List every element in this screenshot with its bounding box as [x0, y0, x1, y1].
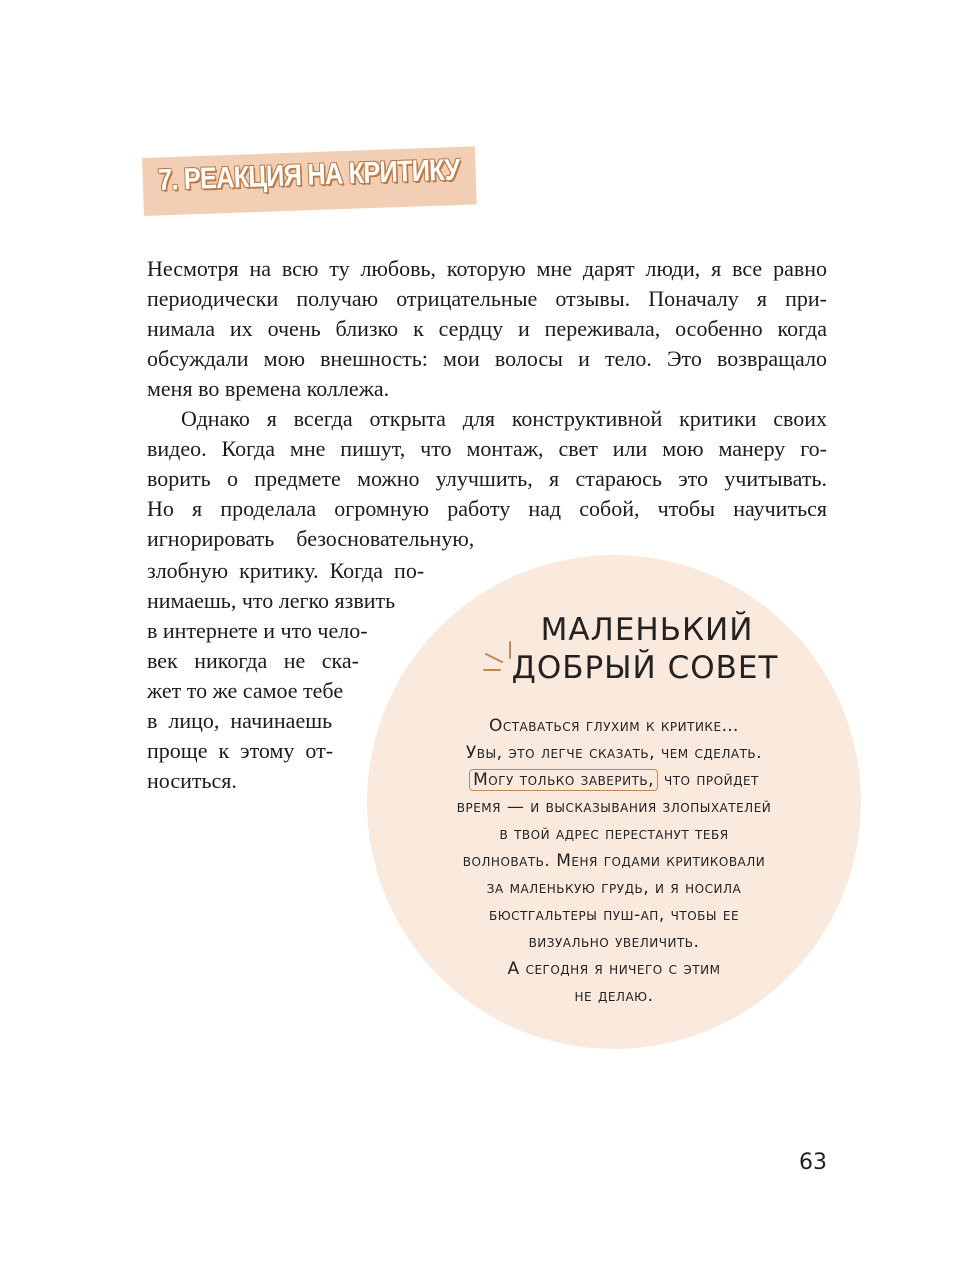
tip-line: время — и высказывания злопыхателей — [456, 797, 772, 817]
text-line: видео. Когда мне пишут, что монтаж, свет или мою манеру го- — [147, 436, 827, 461]
tip-line: Увы, это легче сказать, чем сделать. — [465, 743, 763, 763]
tip-line-rest: что пройдет — [658, 770, 759, 790]
wrapped-text-line: проще к этому от- — [147, 738, 334, 763]
tip-line: не делаю. — [574, 986, 654, 1006]
advice-circle — [367, 555, 861, 1049]
tip-text — [407, 713, 821, 1010]
wrapped-text-line: в лицо, начинаешь — [147, 708, 333, 733]
text-line: Но я проделала огромную работу над собой, чтобы научиться — [147, 496, 827, 521]
tip-line: А сегодня я ничего с этим — [507, 959, 721, 979]
page-number: 63 — [799, 1150, 827, 1175]
wrapped-text-line: носиться. — [147, 768, 237, 793]
paragraph-2 — [147, 404, 827, 524]
text-line: нимала их очень близко к сердцу и переживала, особенно когда — [147, 316, 827, 341]
text-line: Однако я всегда открыта для конструктивной критики своих — [181, 406, 827, 431]
wrapped-text-line: злобную критику. Когда по- — [147, 558, 425, 583]
text-line: обсуждали мою внешность: мои волосы и тело. Это возвращало — [147, 346, 827, 371]
wrapped-text-line: игнорировать безосновательную, — [147, 526, 475, 551]
paragraph-1 — [147, 254, 827, 404]
tip-line: Оставаться глухим к критике… — [488, 716, 740, 736]
wrapped-text-line: век никогда не ска- — [147, 648, 359, 673]
tip-line: за маленькую грудь, и я носила — [486, 878, 742, 898]
text-line: Несмотря на всю ту любовь, которую мне дарят люди, я все равно — [147, 256, 827, 281]
highlight-box: Могу только заверить, — [469, 769, 658, 791]
tip-line: в твой адрес перестанут тебя — [499, 824, 729, 844]
wrapped-text-line: нимаешь, что легко язвить — [147, 588, 396, 613]
tip-line: бюстгальтеры пуш-ап, чтобы ее — [488, 905, 740, 925]
tip-line-highlighted — [407, 767, 821, 794]
tip-title-line-2: ДОБРЫЙ СОВЕТ — [511, 650, 779, 686]
text-line: ворить о предмете можно улучшить, я стараюсь это учитывать. — [147, 466, 827, 491]
text-line: меня во времена коллежа. — [147, 376, 390, 401]
wrapped-text-line: жет то же самое тебе — [147, 678, 344, 703]
tip-line: волновать. Меня годами критиковали — [462, 851, 766, 871]
wrapped-text-line: в интернете и что чело- — [147, 618, 368, 643]
text-line: периодически получаю отрицательные отзывы. Поначалу я при- — [147, 286, 827, 311]
section-heading: 7. РЕАКЦИЯ НА КРИТИКУ — [157, 153, 461, 197]
tip-title-line-1: МАЛЕНЬКИЙ — [540, 612, 754, 648]
tip-line: визуально увеличить. — [528, 932, 700, 952]
